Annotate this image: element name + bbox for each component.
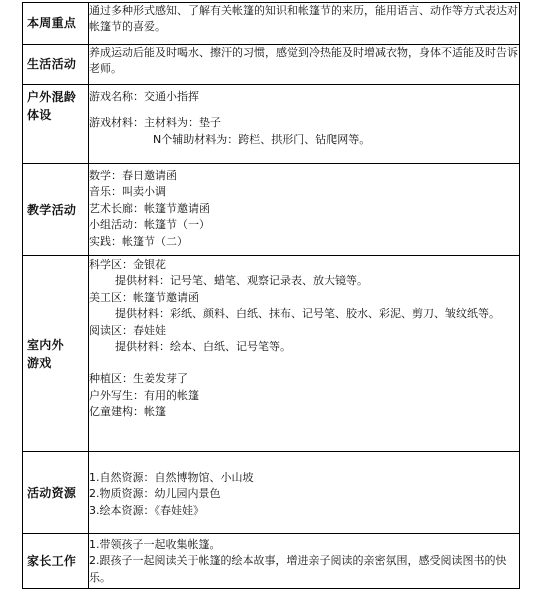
label-indoor-outdoor-games: 室内外游戏 xyxy=(27,337,64,370)
label-parent-work: 家长工作 xyxy=(27,554,77,568)
life-activities-text: 养成运动后能及时喝水、擦汗的习惯，感觉到冷热能及时增减衣物，身体不适能及时告诉老师。 xyxy=(89,46,518,76)
resource-item: 2.物质资源：幼儿园内景色 xyxy=(89,487,221,501)
content-outdoor-mixed-age xyxy=(89,85,520,164)
building-area: 亿童建构：帐篷 xyxy=(89,405,166,419)
content-activity-resources xyxy=(89,452,520,534)
label-cell-weekly-focus xyxy=(23,3,89,45)
resource-item: 1.自然资源：自然博物馆、小山坡 xyxy=(89,471,254,484)
label-cell-outdoor-mixed-age xyxy=(23,85,89,164)
teaching-item: 小组活动：帐篷节（一） xyxy=(89,218,210,232)
label-cell-activity-resources xyxy=(23,452,89,534)
label-teaching-activities: 教学活动 xyxy=(27,202,77,217)
teaching-item: 音乐：叫卖小调 xyxy=(89,185,166,199)
label-life-activities: 生活活动 xyxy=(27,57,77,71)
label-activity-resources: 活动资源 xyxy=(27,485,77,500)
row-parent-work xyxy=(23,534,520,589)
label-cell-parent-work xyxy=(23,534,89,589)
outdoor-materials-main: 游戏材料：主材料为：垫子 xyxy=(89,116,221,130)
weekly-plan-table xyxy=(22,2,520,589)
planting-area: 种植区：生姜发芽了 xyxy=(89,372,188,386)
content-life-activities xyxy=(89,45,520,85)
row-activity-resources xyxy=(23,452,520,534)
content-weekly-focus xyxy=(89,3,520,45)
teaching-item: 实践：帐篷节（二） xyxy=(89,234,188,248)
teaching-item: 数学：春日邀请函 xyxy=(89,169,177,182)
outdoor-materials-aux: N个辅助材料为：跨栏、拱形门、钻爬网等。 xyxy=(153,132,371,146)
reading-area: 阅读区：春娃娃 xyxy=(89,323,166,337)
science-materials: 提供材料：记号笔、蜡笔、观察记录表、放大镜等。 xyxy=(115,274,368,288)
science-area: 科学区：金银花 xyxy=(89,258,166,271)
art-materials-text: 提供材料：彩纸、颜料、白纸、抹布、记号笔、胶水、彩泥、剪刀、皱纹纸等。 xyxy=(115,307,500,321)
content-parent-work xyxy=(89,534,520,589)
art-materials xyxy=(89,306,519,322)
row-weekly-focus xyxy=(23,3,520,45)
row-life-activities xyxy=(23,45,520,85)
content-teaching-activities xyxy=(89,164,520,256)
label-cell-teaching-activities xyxy=(23,164,89,256)
weekly-focus-text: 通过多种形式感知、了解有关帐篷的知识和帐篷节的来历，能用语言、动作等方式表达对帐篷节的喜爱。 xyxy=(89,4,518,34)
art-area: 美工区：帐篷节邀请函 xyxy=(89,290,199,304)
label-cell-life-activities xyxy=(23,45,89,85)
label-weekly-focus: 本周重点 xyxy=(27,16,77,30)
content-indoor-outdoor-games xyxy=(89,256,520,452)
reading-materials: 提供材料：绘本、白纸、记号笔等。 xyxy=(115,340,291,354)
row-indoor-outdoor-games xyxy=(23,256,520,452)
outdoor-sketch: 户外写生：有用的帐篷 xyxy=(89,388,199,402)
parent-task: 1.带领孩子一起收集帐篷。 xyxy=(89,538,221,551)
row-teaching-activities xyxy=(23,164,520,256)
parent-task: 2.跟孩子一起阅读关于帐篷的绘本故事，增进亲子阅读的亲密氛围，感受阅读图书的快乐。 xyxy=(89,554,507,584)
teaching-item: 艺术长廊：帐篷节邀请函 xyxy=(89,201,210,215)
label-outdoor-mixed-age: 户外混龄体设 xyxy=(27,90,77,122)
resource-item: 3.绘本资源：《春娃娃》 xyxy=(89,503,204,517)
label-cell-indoor-outdoor-games xyxy=(23,256,89,452)
outdoor-game-name: 游戏名称：交通小指挥 xyxy=(89,90,199,103)
row-outdoor-mixed-age xyxy=(23,85,520,164)
